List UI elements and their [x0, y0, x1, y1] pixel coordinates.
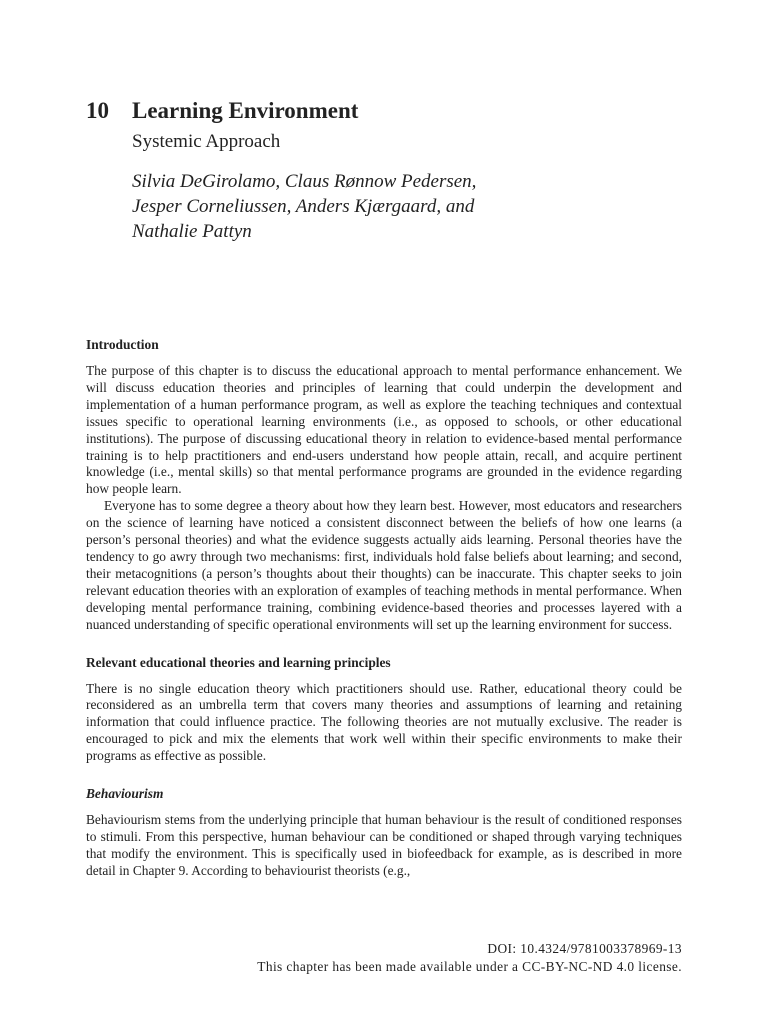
- theories-section: [86, 654, 682, 766]
- chapter-title: [86, 96, 686, 126]
- chapter-header: [86, 96, 686, 244]
- subsection-heading: Behaviourism: [86, 786, 164, 802]
- chapter-number: 10: [86, 98, 109, 123]
- section-heading: Introduction: [86, 337, 159, 352]
- paragraph: There is no single education theory which practitioners should use. Rather, educational theory could be reconsidered as an umbrella term that covers many theories and assumptions of learning and retaining information that could influence practice. The following theories are not mutually exclusive. The reader is encouraged to pick and mix the elements that work well within their specific environments to make their programs as effective as possible.: [86, 680, 682, 764]
- doi-text: DOI: 10.4324/9781003378969-13: [487, 941, 682, 956]
- author-list: [132, 169, 686, 244]
- license-text: This chapter has been made available under a CC-BY-NC-ND 4.0 license.: [257, 959, 682, 974]
- section-heading: Relevant educational theories and learning principles: [86, 654, 391, 670]
- introduction-section: [86, 336, 682, 634]
- author-line: Silvia DeGirolamo, Claus Rønnow Pedersen,: [132, 171, 477, 192]
- paragraph: Behaviourism stems from the underlying principle that human behaviour is the result of conditioned responses to stimuli. From this perspective, human behaviour can be conditioned or shaped through varying techniques that modify the environment. This is specifically used in biofeedback for example, as is described in more detail in Chapter 9. According to behaviourist theorists (e.g.,: [86, 812, 682, 878]
- author-line: Jesper Corneliussen, Anders Kjærgaard, and: [132, 196, 475, 217]
- paragraph: Everyone has to some degree a theory about how they learn best. However, most educators and researchers on the science of learning have noticed a consistent disconnect between the beliefs of how one learns (a person’s personal theories) and what the evidence suggests actually aids learning. Personal theories have the tendency to go awry through two mechanisms: first, individuals hold false beliefs about learning; and second, their metacognitions (a person’s thoughts about their thoughts) can be inaccurate. This chapter seeks to join relevant education theories with an exploration of examples of teaching methods in mental performance. When developing mental performance training, combining evidence-based theories and processes layered with a nuanced understanding of specific operational environments will set up the learning environment for success.: [86, 498, 682, 632]
- behaviourism-section: [86, 785, 682, 880]
- chapter-body: [86, 336, 682, 880]
- chapter-title-text: Learning Environment: [132, 98, 359, 123]
- author-line: Nathalie Pattyn: [132, 221, 252, 242]
- chapter-subtitle: Systemic Approach: [132, 131, 281, 152]
- paragraph: The purpose of this chapter is to discuss the educational approach to mental performance enhancement. We will discuss education theories and principles of learning that could underpin the development and implementation of a human performance program, as well as explore the teaching techniques and contextual issues specific to operational learning environments (i.e., as opposed to schools, or other educational institutions). The purpose of discussing educational theory in relation to evidence-based mental performance training is to help practitioners and end-users understand how people attain, recall, and acquire pertinent knowledge (i.e., mental skills) so that mental performance programs are grounded in the evidence regarding how people learn.: [86, 363, 682, 497]
- page-footer: [257, 940, 682, 976]
